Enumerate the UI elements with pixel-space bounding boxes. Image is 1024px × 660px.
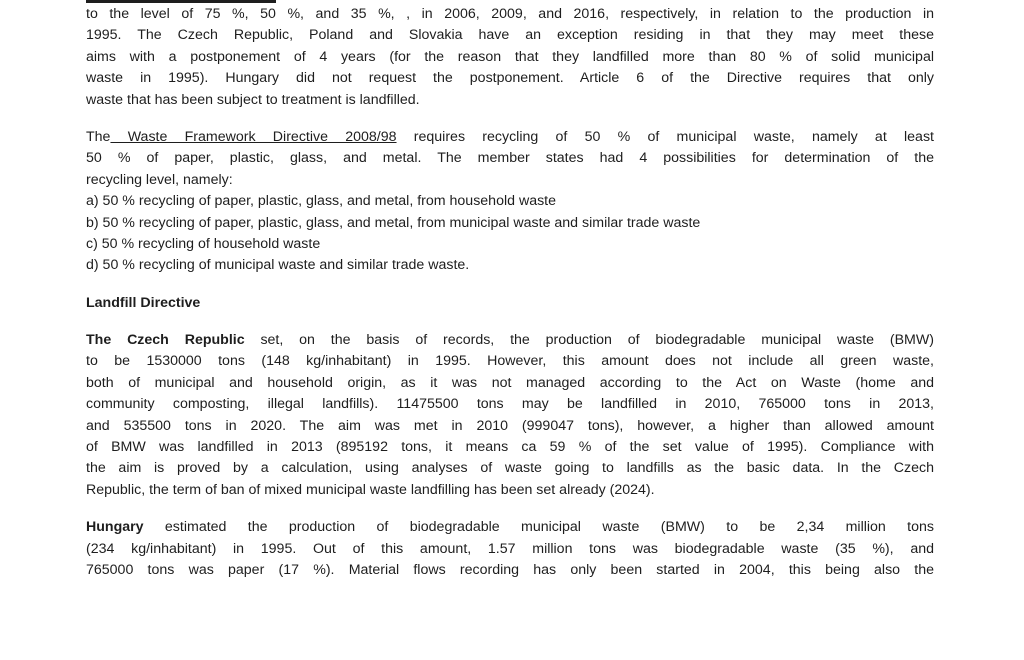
text-line: waste in 1995). Hungary did not request the postponement. Article 6 of the Directive requires that only	[86, 70, 934, 87]
text-line: 1995. The Czech Republic, Poland and Slovakia have an exception residing in that they may meet these	[86, 27, 934, 44]
text-line: both of municipal and household origin, as it was not managed according to the Act on Waste (home and	[86, 374, 934, 391]
list-item: c) 50 % recycling of household waste	[86, 235, 321, 252]
text-line: Republic, the term of ban of mixed municipal waste landfilling has been set already (2024).	[86, 481, 655, 498]
text-line: (234 kg/inhabitant) in 1995. Out of this amount, 1.57 million tons was biodegradable waste (35 %), and	[86, 540, 934, 557]
list-item: d) 50 % recycling of municipal waste and similar trade waste.	[86, 257, 470, 274]
text-line: aims with a postponement of 4 years (for the reason that they landfilled more than 80 % of solid municipal	[86, 48, 934, 65]
text-line	[86, 330, 934, 351]
country-name: The Czech Republic	[86, 332, 245, 349]
text-segment: estimated the production of biodegradable municipal waste (BMW) to be 2,34 million tons	[143, 519, 934, 536]
text-line: and 535500 tons in 2020. The aim was met in 2010 (999047 tons), however, a higher than allowed amount	[86, 417, 934, 434]
text-line	[86, 127, 934, 148]
text-segment: requires recycling of 50 % of municipal waste, namely at least	[396, 128, 934, 145]
document-page	[86, 0, 934, 581]
paragraph-landfill-targets	[86, 4, 934, 111]
paragraph-waste-framework	[86, 127, 934, 277]
text-line: of BMW was landfilled in 2013 (895192 tons, it means ca 59 % of the set value of 1995). Compliance with	[86, 439, 934, 456]
text-segment: The	[86, 128, 111, 145]
section-heading: Landfill Directive	[86, 294, 201, 311]
list-item: b) 50 % recycling of paper, plastic, glass, and metal, from municipal waste and similar trade waste	[86, 214, 701, 231]
text-line: 765000 tons was paper (17 %). Material flows recording has only been started in 2004, this being also the	[86, 561, 934, 578]
text-line: recycling level, namely:	[86, 171, 233, 188]
text-line: the aim is proved by a calculation, using analyses of waste going to landfills as the basic data. In the Czech	[86, 460, 934, 477]
text-line: to the level of 75 %, 50 %, and 35 %, , in 2006, 2009, and 2016, respectively, in relation to the production in	[86, 6, 934, 22]
text-line: 50 % of paper, plastic, glass, and metal. The member states had 4 possibilities for determination of the	[86, 150, 934, 167]
country-name: Hungary	[86, 519, 144, 536]
text-line: waste that has been subject to treatment is landfilled.	[86, 91, 420, 108]
text-line: to be 1530000 tons (148 kg/inhabitant) in 1995. However, this amount does not include all green waste,	[86, 353, 934, 370]
text-line	[86, 517, 934, 538]
paragraph-hungary	[86, 517, 934, 581]
list-item: a) 50 % recycling of paper, plastic, glass, and metal, from household waste	[86, 193, 557, 210]
text-segment: set, on the basis of records, the production of biodegradable municipal waste (BMW)	[244, 332, 934, 349]
paragraph-czech-republic	[86, 330, 934, 501]
waste-framework-directive-link[interactable]: Waste Framework Directive 2008/98	[110, 128, 397, 145]
text-line: community composting, illegal landfills). 11475500 tons may be landfilled in 2010, 765000 tons in 2013,	[86, 396, 934, 413]
